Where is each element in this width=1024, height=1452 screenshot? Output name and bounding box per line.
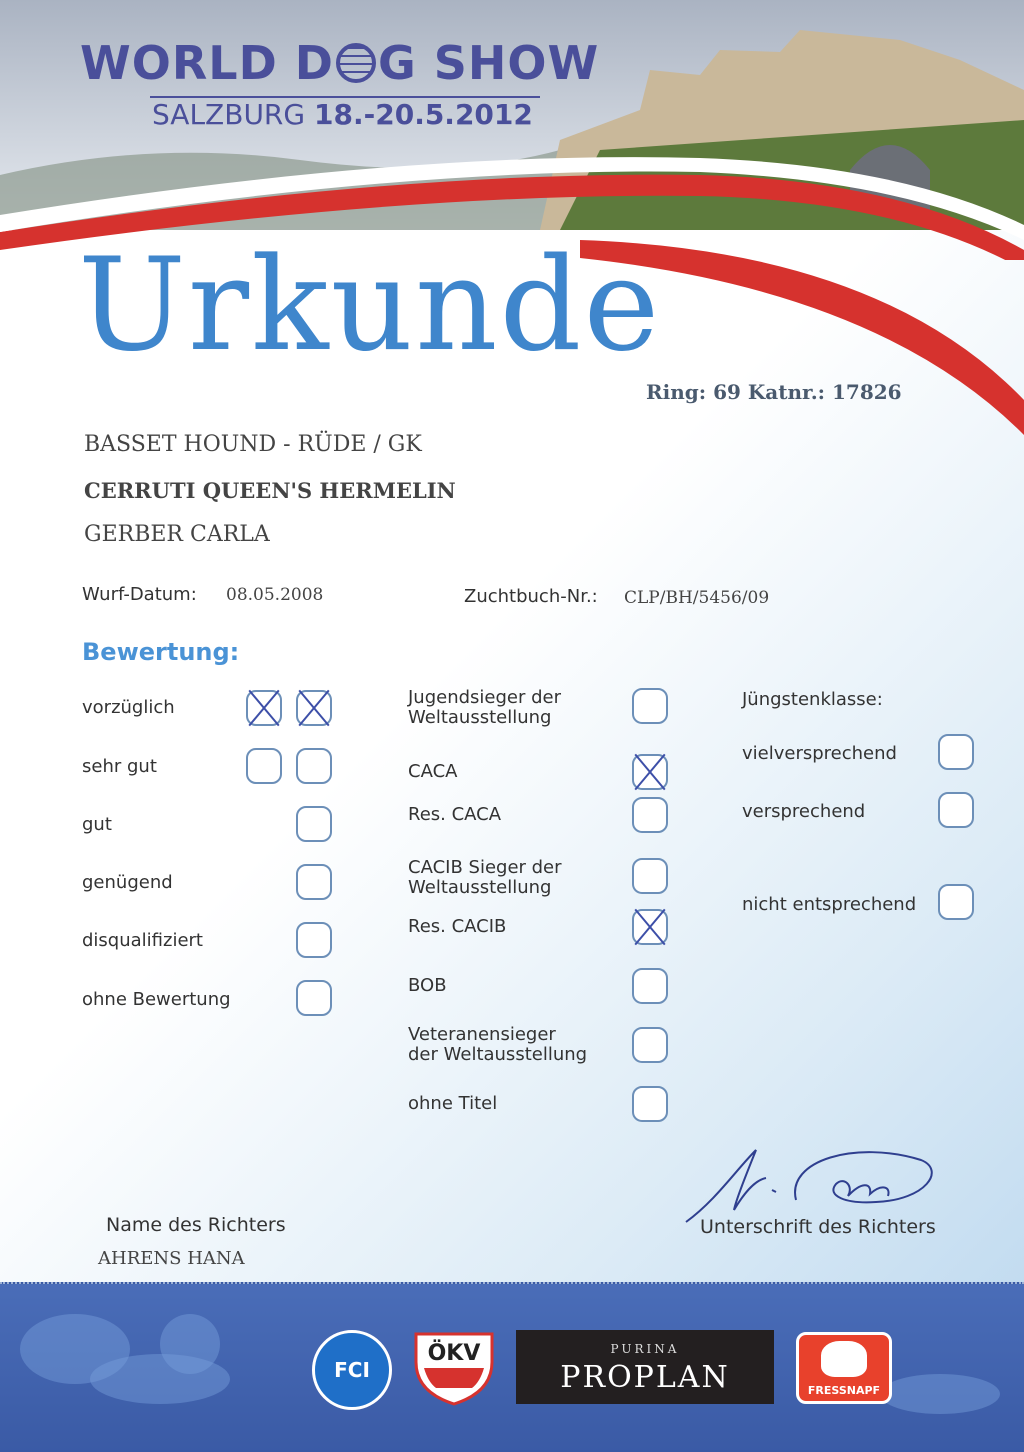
title-checkbox[interactable]	[632, 688, 668, 724]
judge-name-label: Name des Richters	[106, 1214, 286, 1236]
puppy-option-label: versprechend	[742, 801, 866, 822]
grade-label: genügend	[82, 872, 173, 893]
birth-date-label: Wurf-Datum:	[82, 584, 197, 605]
owner-name: GERBER CARLA	[84, 522, 270, 547]
fci-logo: FCI	[312, 1330, 392, 1410]
title-label: Jugendsieger der Weltausstellung	[408, 687, 562, 728]
certificate-title: Urkunde	[78, 231, 662, 380]
evaluation-heading: Bewertung:	[82, 638, 240, 666]
puppy-checkbox[interactable]	[938, 792, 974, 828]
proplan-logo: PURINA PROPLAN	[516, 1330, 774, 1404]
title-checkbox[interactable]	[632, 1086, 668, 1122]
grade-checkbox[interactable]	[246, 690, 282, 726]
puppy-checkbox[interactable]	[938, 734, 974, 770]
title-label: BOB	[408, 975, 447, 996]
grade-label: disqualifiziert	[82, 930, 203, 951]
puppy-class-heading: Jüngstenklasse:	[742, 689, 883, 710]
pet-faces-icon	[821, 1341, 867, 1377]
puppy-option-label: nicht entsprechend	[742, 894, 917, 915]
title-checkbox[interactable]	[632, 754, 668, 790]
dog-silhouette-icon	[880, 1374, 1000, 1414]
title-label: CACA	[408, 761, 458, 782]
grade-checkbox[interactable]	[296, 864, 332, 900]
title-label: CACIB Sieger der Weltausstellung	[408, 857, 562, 898]
title-checkbox[interactable]	[632, 968, 668, 1004]
grade-label: vorzüglich	[82, 697, 175, 718]
title-label: Veteranensieger der Weltausstellung	[408, 1024, 588, 1065]
grade-checkbox[interactable]	[296, 806, 332, 842]
ring-catalog-number: Ring: 69 Katnr.: 17826	[646, 380, 902, 404]
globe-icon	[336, 43, 376, 83]
fressnapf-logo: FRESSNAPF	[796, 1332, 892, 1404]
dog-silhouette-icon	[160, 1314, 220, 1374]
title-checkbox[interactable]	[632, 1027, 668, 1063]
grade-checkbox[interactable]	[296, 748, 332, 784]
grade-label: gut	[82, 814, 112, 835]
birth-date-value: 08.05.2008	[226, 585, 324, 605]
dog-name: CERRUTI QUEEN'S HERMELIN	[84, 478, 456, 503]
puppy-option-label: vielversprechend	[742, 743, 897, 764]
judge-signature	[676, 1130, 946, 1230]
title-label: ohne Titel	[408, 1093, 498, 1114]
studbook-value: CLP/BH/5456/09	[624, 588, 770, 608]
judge-signature-label: Unterschrift des Richters	[700, 1216, 936, 1238]
show-title: WORLD D G SHOW	[80, 36, 600, 90]
studbook-label: Zuchtbuch-Nr.:	[464, 586, 598, 607]
grade-label: sehr gut	[82, 756, 157, 777]
judge-name-value: AHRENS HANA	[98, 1248, 245, 1269]
grade-checkbox[interactable]	[246, 748, 282, 784]
title-checkbox[interactable]	[632, 858, 668, 894]
title-label: Res. CACA	[408, 804, 502, 825]
puppy-checkbox[interactable]	[938, 884, 974, 920]
svg-text:ÖKV: ÖKV	[427, 1341, 481, 1366]
grade-label: ohne Bewertung	[82, 989, 231, 1010]
title-label: Res. CACIB	[408, 916, 507, 937]
breed-line: BASSET HOUND - RÜDE / GK	[84, 432, 422, 457]
grade-checkbox[interactable]	[296, 980, 332, 1016]
okv-logo	[414, 1332, 494, 1406]
grade-checkbox[interactable]	[296, 922, 332, 958]
show-subtitle: SALZBURG 18.-20.5.2012	[152, 98, 533, 131]
grade-checkbox[interactable]	[296, 690, 332, 726]
title-checkbox[interactable]	[632, 909, 668, 945]
title-checkbox[interactable]	[632, 797, 668, 833]
